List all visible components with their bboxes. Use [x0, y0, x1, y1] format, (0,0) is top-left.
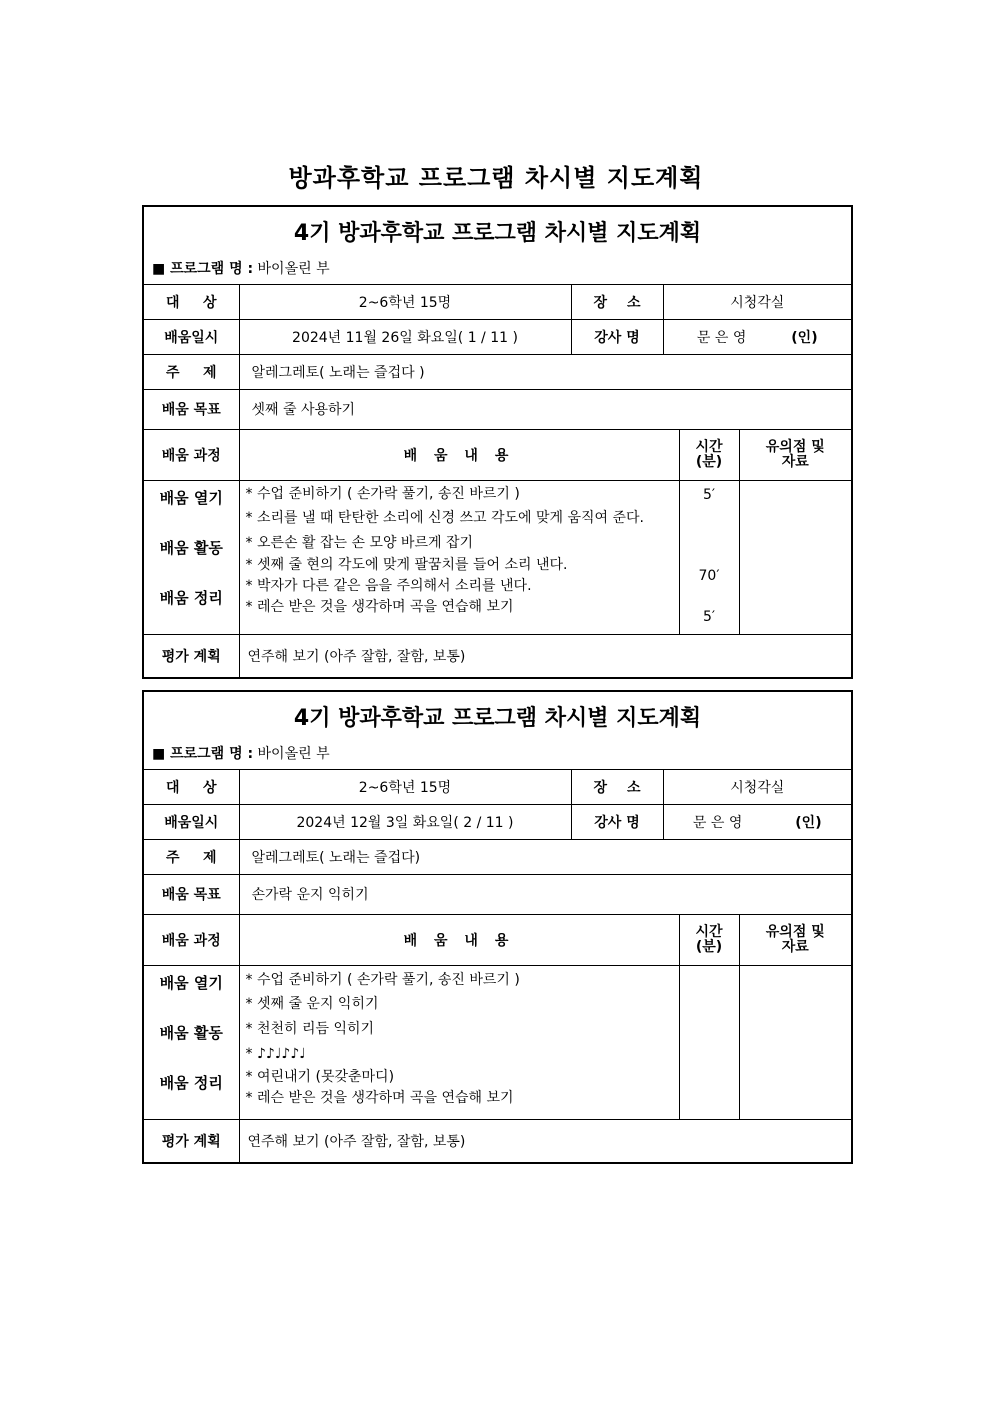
goal-value: 셋째 줄 사용하기: [239, 389, 852, 429]
date-value: 2024년 11월 26일 화요일( 1 / 11 ): [239, 319, 571, 354]
content-line: * 천천히 리듬 익히기: [245, 1020, 375, 1037]
topic-value: 알레그레토( 노래는 즐겁다 ): [239, 354, 852, 389]
eval-label: 평가 계획: [143, 1119, 239, 1163]
steps-cell: [143, 965, 239, 1119]
contents-cell: [239, 480, 679, 634]
program-name-label: ■ 프로그램 명 :: [152, 746, 254, 763]
program-name-line: [144, 737, 851, 767]
page-title: 방과후학교 프로그램 차시별 지도계획: [288, 164, 704, 192]
notes-header: 유의점 및 자료: [739, 914, 852, 965]
content-header: 배 움 내 용: [239, 914, 679, 965]
teacher-value: 문 은 영: [696, 329, 747, 346]
topic-value: 알레그레토( 노래는 즐겁다): [239, 839, 852, 874]
plan-title: 4기 방과후학교 프로그램 차시별 지도계획: [293, 706, 702, 732]
topic-label: 주 제: [143, 839, 239, 874]
place-value: 시청각실: [663, 284, 852, 319]
time-close: 5′: [702, 608, 716, 625]
target-label: 대 상: [143, 284, 239, 319]
program-name-line: [144, 252, 851, 282]
notes-cell: [739, 480, 852, 634]
content-header: 배 움 내 용: [239, 429, 679, 480]
step-activity: 배움 활동: [159, 538, 223, 557]
teacher-label: 강사 명: [571, 804, 663, 839]
time-cell: [679, 480, 739, 634]
program-name-value: 바이올린 부: [257, 746, 330, 763]
process-header: 배움 과정: [143, 429, 239, 480]
content-line: * 레슨 받은 것을 생각하며 곡을 연습해 보기: [245, 1089, 514, 1106]
eval-value: 연주해 보기 (아주 잘함, 잘함, 보통): [239, 634, 852, 678]
topic-label: 주 제: [143, 354, 239, 389]
plan-header: [143, 206, 852, 284]
steps-cell: [143, 480, 239, 634]
time-activity: 70′: [698, 567, 720, 584]
time-header: 시간 (분): [679, 429, 739, 480]
content-line: * 셋째 줄 현의 각도에 맞게 팔꿈치를 들어 소리 낸다.: [245, 556, 568, 573]
content-line: * 여린내기 (못갖춘마디): [245, 1068, 395, 1085]
content-line: * 레슨 받은 것을 생각하며 곡을 연습해 보기: [245, 598, 514, 615]
plan-header: [143, 691, 852, 769]
notes-cell: [739, 965, 852, 1119]
contents-cell: [239, 965, 679, 1119]
program-name-value: 바이올린 부: [257, 261, 330, 278]
target-value: 2~6학년 15명: [239, 284, 571, 319]
content-line: * 오른손 활 잡는 손 모양 바르게 잡기: [245, 534, 473, 551]
goal-value: 손가락 운지 익히기: [239, 874, 852, 914]
content-line: * 박자가 다른 같은 음을 주의해서 소리를 낸다.: [245, 577, 532, 594]
teacher-value: 문 은 영: [692, 814, 743, 831]
teacher-label: 강사 명: [571, 319, 663, 354]
time-cell: [679, 965, 739, 1119]
seal-mark: (인): [791, 329, 818, 346]
step-open: 배움 열기: [159, 973, 223, 992]
eval-value: 연주해 보기 (아주 잘함, 잘함, 보통): [239, 1119, 852, 1163]
goal-label: 배움 목표: [143, 389, 239, 429]
date-label: 배움일시: [143, 804, 239, 839]
target-value: 2~6학년 15명: [239, 769, 571, 804]
notes-header: 유의점 및 자료: [739, 429, 852, 480]
teacher-cell: [663, 804, 852, 839]
process-header: 배움 과정: [143, 914, 239, 965]
step-close: 배움 정리: [159, 1073, 223, 1092]
content-line: * 수업 준비하기 ( 손가락 풀기, 송진 바르기 ): [245, 971, 520, 988]
seal-mark: (인): [795, 814, 822, 831]
content-line: * ♪♪♩♪♪♩: [245, 1045, 306, 1062]
content-line: * 수업 준비하기 ( 손가락 풀기, 송진 바르기 ): [245, 485, 520, 502]
content-line: * 셋째 줄 운지 익히기: [245, 995, 379, 1012]
place-label: 장 소: [571, 284, 663, 319]
plan-title: 4기 방과후학교 프로그램 차시별 지도계획: [293, 221, 702, 247]
step-open: 배움 열기: [159, 488, 223, 507]
place-label: 장 소: [571, 769, 663, 804]
lesson-plan-table-1: [142, 205, 853, 679]
teacher-cell: [663, 319, 852, 354]
step-close: 배움 정리: [159, 588, 223, 607]
content-line: * 소리를 낼 때 탄탄한 소리에 신경 쓰고 각도에 맞게 움직여 준다.: [245, 509, 645, 526]
target-label: 대 상: [143, 769, 239, 804]
eval-label: 평가 계획: [143, 634, 239, 678]
lesson-plan-table-2: [142, 690, 853, 1164]
time-header: 시간 (분): [679, 914, 739, 965]
date-value: 2024년 12월 3일 화요일( 2 / 11 ): [239, 804, 571, 839]
goal-label: 배움 목표: [143, 874, 239, 914]
program-name-label: ■ 프로그램 명 :: [152, 261, 254, 278]
place-value: 시청각실: [663, 769, 852, 804]
time-open: 5′: [702, 486, 716, 503]
date-label: 배움일시: [143, 319, 239, 354]
step-activity: 배움 활동: [159, 1023, 223, 1042]
